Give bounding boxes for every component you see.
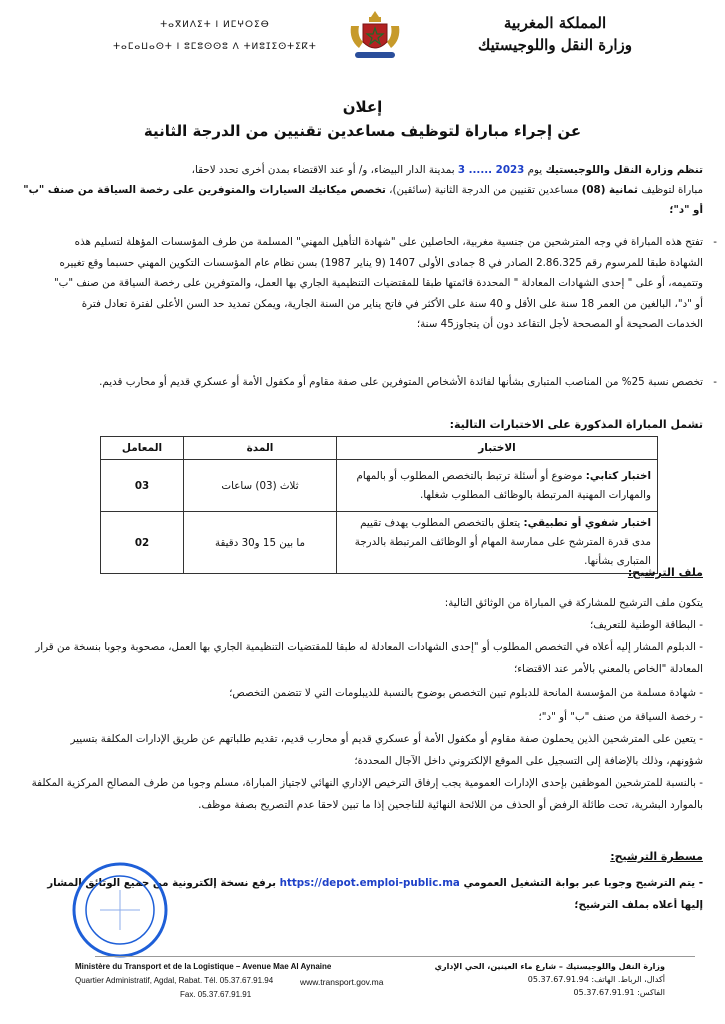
exam-coefficient: 03 xyxy=(101,460,184,512)
file-item-certificate: - شهادة مسلمة من المؤسسة المانحة للدبلوم تبين التخصص بوضوح بالنسبة للديبلومات التي لا تتضمن التخصص؛ xyxy=(229,687,703,699)
col-duration: المدة xyxy=(184,437,337,460)
file-item-diploma: - الدبلوم المشار إليه أعلاه في التخصص المطلوب أو "إحدى الشهادات المعادلة له طبقا للمقتضيات التنظيمية الجاري بها العمل، مصحوبة وجوبا بنسخة من قرار المعادلة "الخاص بالمعني بالأمر عند الاقتضاء؛ xyxy=(35,641,703,675)
intro-paragraph xyxy=(23,160,703,220)
exams-table xyxy=(100,436,658,574)
tifinagh-line-2: ⵜⴰⵎⴰⵡⴰⵙⵜ ⵏ ⵓⵎⵓⵙⵙⵓ ⴷ ⵜⵍⵓⵊⵉⵙⵜⵉⴽⵜ xyxy=(113,42,317,52)
kingdom-name: المملكة المغربية xyxy=(503,14,607,32)
exam-cell xyxy=(337,460,658,512)
footer-fr-line-3: Fax. 05.37.67.91.91 xyxy=(180,990,252,999)
exam-desc: موضوع أو أسئلة ترتبط بالتخصص المطلوب أو بالمهام والمهارات المهنية المرتبطة بالوظائف المطلوب شغلها. xyxy=(356,469,651,501)
announcement-subject: عن إجراء مباراة لتوظيف مساعدين تقنيين من الدرجة الثانية xyxy=(143,122,582,140)
procedure-heading: مسطرة الترشيح: xyxy=(610,850,703,863)
procedure-link[interactable]: https://depot.emploi-public.ma xyxy=(279,877,460,889)
footer-address-ar xyxy=(435,960,665,999)
exam-duration: ثلاث (03) ساعات xyxy=(184,460,337,512)
procedure-text: - يتم الترشيح وجوبا عبر بوابة التشغيل العمومي https://depot.emploi-public.ma برفع نسخة إلكترونية من جميع الوثائق المشار إليها أعلاه بملف الترشيح؛ xyxy=(47,877,703,911)
file-item-id-card: - البطاقة الوطنية للتعريف؛ xyxy=(589,619,703,631)
exam-desc: يتعلق بالتخصص المطلوب يهدف تقييم مدى قدرة المترشح على ممارسة المهام أو الوظائف المرتبطة بالدرجة المتبارى بشأنها. xyxy=(354,517,651,567)
announcement-title: إعلان xyxy=(342,98,383,116)
intro-organizer: تنظم وزارة النقل واللوجيستيك xyxy=(545,164,703,176)
footer-ar-line-2: أكدال، الرباط. الهاتف: 05.37.67.91.94 xyxy=(527,975,665,984)
ministry-name: وزارة النقل واللوجيستيك xyxy=(478,36,632,54)
table-row xyxy=(101,512,658,574)
specialty: تخصص ميكانيك السيارات والمتوفرين على رخصة السياقة من صنف "ب" أو "د"؛ xyxy=(23,184,703,216)
letterhead-tifinagh xyxy=(100,14,330,58)
exam-coefficient: 02 xyxy=(101,512,184,574)
intro-day-label: يوم xyxy=(527,164,546,176)
footer-website[interactable]: www.transport.gov.ma xyxy=(300,977,384,987)
col-exam: الاختبار xyxy=(337,437,658,460)
footer-ar-line-3: الفاكس: 05.37.67.91.91 xyxy=(573,988,665,997)
exam-name: اختبار شفوي أو تطبيقي: xyxy=(523,517,651,529)
condition-quota: - تخصص نسبة 25% من المناصب المتبارى بشأنها لفائدة الأشخاص المتوفرين على صفة مقاوم أو مكفول الأمة أو عسكري قديم أو محارب قديم. xyxy=(48,372,703,393)
footer-fr-line-1: Ministère du Transport et de la Logistique – Avenue Mae Al Aynaine xyxy=(75,962,332,971)
file-heading: ملف الترشيح: xyxy=(627,566,703,579)
exam-name: اختبار كتابي: xyxy=(585,469,651,482)
table-header-row xyxy=(101,437,658,460)
condition-eligibility: - تفتح هذه المباراة في وجه المترشحين من جنسية مغربية، الحاصلين على "شهادة التأهيل المهني" المسلمة من طرف المؤسسات المؤهلة لتسليم هذه الشهادة طبقا للمرسوم رقم 2.86.325 الصادر في 8 جمادى الأولى 1407 (9 يناير 1987) بسن نظام عام المؤسسات التكوين المهني حسبما وقع تغييره وتتميمه، أو على " إحدى الشهادات المعادلة " المحددة قائمتها طبقا للمقتضيات التنظيمية الجاري بها العمل، والمتوفرين على رخصة السياقة من صنف "ب" أو "د"، البالغين من العمر 18 سنة على الأقل و 40 سنة على الأكثر في فاتح يناير من السنة الجارية، ويمكن تمديد حد السن الأعلى لفترة تعادل فترة الخدمات الصحيحة أو المصححة لأجل التقاعد دون أن يتجاوز45 سنة؛ xyxy=(48,232,703,335)
footer-ar-line-1: وزارة النقل واللوجيستيك – شارع ماء العينين، الحي الإداري xyxy=(434,962,665,971)
file-item-license: - رخصة السياقة من صنف "ب" أو "د"؛ xyxy=(538,711,703,723)
intro-line2-a: مباراة لتوظيف xyxy=(637,184,703,196)
exam-duration: ما بين 15 و30 دقيقة xyxy=(184,512,337,574)
positions-count: ثمانية (08) xyxy=(581,184,638,196)
exam-cell xyxy=(337,512,658,574)
royal-emblem-icon xyxy=(345,8,405,64)
file-item-veterans: - يتعين على المترشحين الذين يحملون صفة مقاوم أو مكفول الأمة أو عسكري قديم أو محارب قديم، تقديم طلباتهم عن طريق الإدارات المكلفة بتسيير شؤونهم، وذلك بالإضافة إلى التسجيل على الموقع الإلكتروني داخل الآجال المحددة؛ xyxy=(70,733,703,767)
table-row xyxy=(101,460,658,512)
letterhead-arabic xyxy=(445,12,665,56)
intro-line2-c: مساعدين تقنيين من الدرجة الثانية (سائقين)، xyxy=(385,184,582,196)
footer-fr-line-2: Quartier Administratif, Agdal, Rabat. Tél. 05.37.67.91.94 xyxy=(75,976,274,985)
footer-divider xyxy=(95,956,695,957)
exams-heading: تشمل المباراة المذكورة على الاختبارات التالية: xyxy=(449,418,703,431)
col-coefficient: المعامل xyxy=(101,437,184,460)
footer-address-fr xyxy=(75,960,331,1002)
file-item-civil-servants: - بالنسبة للمترشحين الموظفين بإحدى الإدارات العمومية يجب إرفاق الترخيص الإداري النهائي لاجتياز المباراة، مسلم وجوبا من طرف المصالح المركزية المكلفة بالموارد البشرية، تحت طائلة الرفض أو الحذف من اللائحة النهائية للناجحين إذا ما تبين لاحقا عدم التصريح بصفة موظف. xyxy=(31,777,703,811)
file-intro: يتكون ملف الترشيح للمشاركة في المباراة من الوثائق التالية: xyxy=(444,597,703,609)
intro-location: بمدينة الدار البيضاء، و/ أو عند الاقتضاء بمدن أخرى تحدد لاحقا، xyxy=(191,164,458,176)
official-stamp-icon xyxy=(70,860,170,960)
exam-date: 2023 ...... 3 xyxy=(457,164,525,176)
tifinagh-line-1: ⵜⴰⴳⵍⴷⵉⵜ ⵏ ⵍⵎⵖⵔⵉⴱ xyxy=(160,20,270,30)
